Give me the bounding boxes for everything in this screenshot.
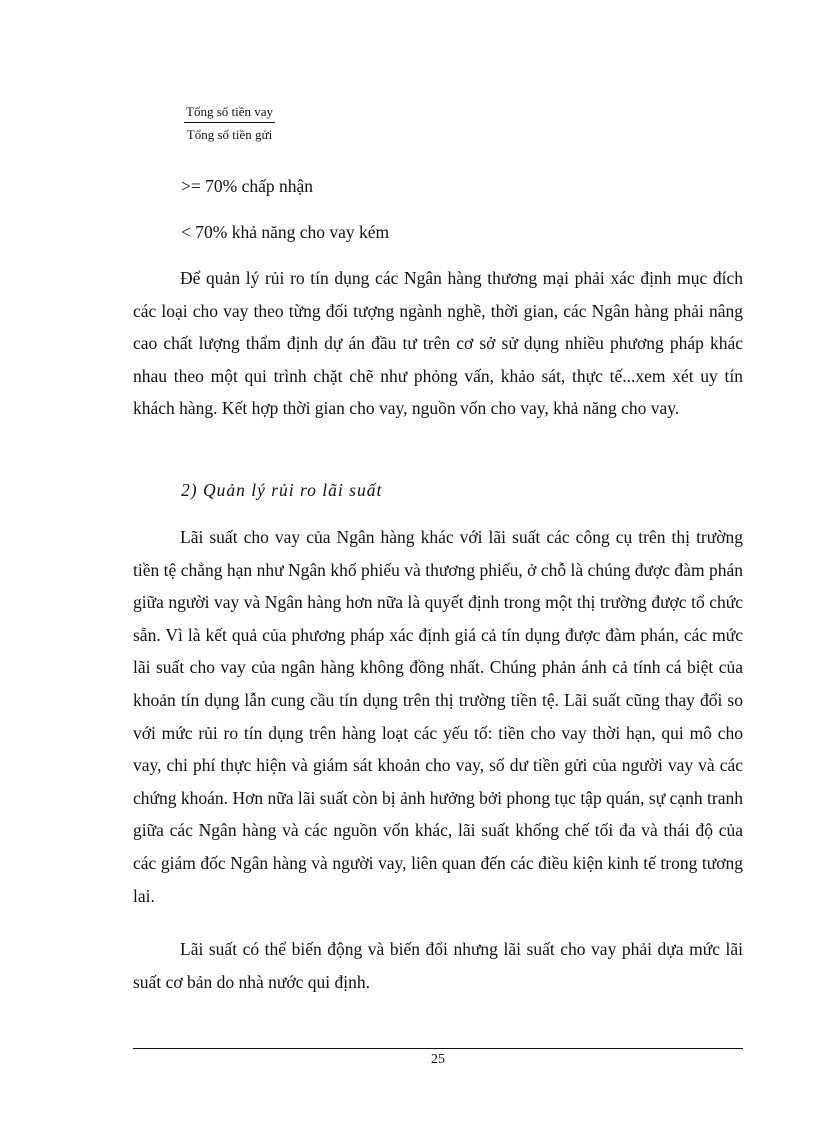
section-heading-interest-risk: 2) Quản lý rủi ro lãi suất: [181, 480, 383, 500]
page-number: 25: [431, 1052, 445, 1067]
formula-denominator: Tổng số tiền gửi: [186, 127, 273, 142]
footer-divider: [133, 1048, 743, 1049]
criterion-weak: < 70% khả năng cho vay kém: [181, 222, 390, 242]
base-rate-paragraph: Lãi suất có thể biến động và biến đổi nhưng lãi suất cho vay phải dựa mức lãi suất cơ bản do nhà nước qui định.: [133, 939, 743, 992]
formula-numerator: Tổng số tiền vay: [184, 104, 275, 123]
interest-rate-paragraph: Lãi suất cho vay của Ngân hàng khác với lãi suất các công cụ trên thị trường tiền tệ chẳng hạn như Ngân khố phiếu và thương phiếu, ở chỗ là chúng được đàm phán giữa người vay và Ngân hàng hơn nữa là quyết định trong một thị trường được tổ chức sẵn. Vì là kết quả của phương pháp xác định giá cả tín dụng được đàm phán, các mức lãi suất cho vay của ngân hàng không đồng nhất. Chúng phản ánh cả tính cá biệt của khoản tín dụng lẫn cung cầu tín dụng trên thị trường tiền tệ. Lãi suất cũng thay đổi so với mức rủi ro tín dụng trên hàng loạt các yếu tố: tiền cho vay thời hạn, qui mô cho vay, chi phí thực hiện và giám sát khoản cho vay, số dư tiền gửi của người vay và các chứng khoán. Hơn nữa lãi suất còn bị ảnh hưởng bởi phong tục tập quán, sự cạnh tranh giữa các Ngân hàng và các nguồn vốn khác, lãi suất khống chế tối đa và thái độ của các giám đốc Ngân hàng và người vay, liên quan đến các điều kiện kinh tế trong tương lai.: [133, 527, 743, 906]
loan-deposit-ratio-formula: [184, 104, 275, 143]
credit-risk-paragraph: Để quản lý rủi ro tín dụng các Ngân hàng thương mại phải xác định mục đích các loại cho vay theo từng đối tượng ngành nghề, thời gian, các Ngân hàng phải nâng cao chất lượng thẩm định dự án đầu tư trên cơ sở sử dụng nhiều phương pháp khác nhau theo một qui trình chặt chẽ như phỏng vấn, khảo sát, thực tế...xem xét uy tín khách hàng. Kết hợp thời gian cho vay, nguồn vốn cho vay, khả năng cho vay.: [133, 268, 743, 419]
criterion-accept: >= 70% chấp nhận: [181, 176, 313, 196]
